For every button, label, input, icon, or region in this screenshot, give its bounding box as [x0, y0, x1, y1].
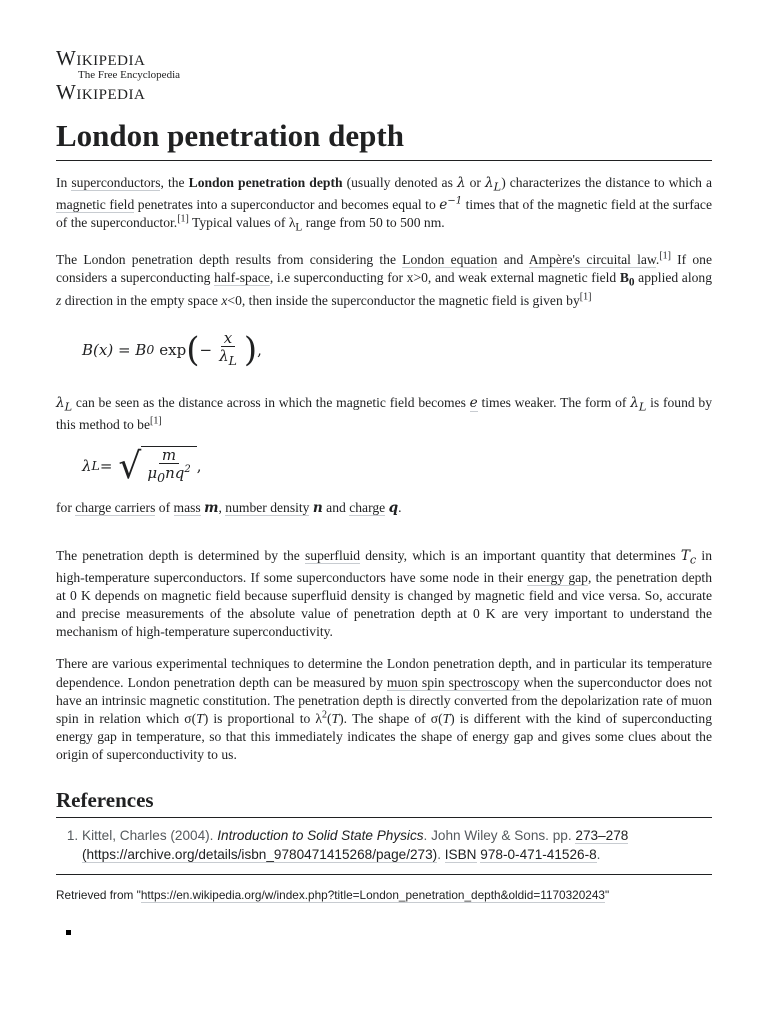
link-number-density[interactable]: number density	[225, 499, 310, 515]
link-superfluid[interactable]: superfluid	[304, 547, 361, 563]
math-e-inverse: $e^{-1}$	[439, 195, 463, 213]
symbol-b0: $B_0$	[619, 270, 635, 289]
citation-4[interactable]: [1]	[150, 415, 162, 427]
list-bullet	[66, 930, 71, 935]
reference-item: 1. Kittel, Charles (2004). Introduction to Solid State Physics. John Wiley & Sons. pp. 273–278 (https://archive.org/details/isbn_9780471415268/page/273). ISBN 978-0-471-41526-8.	[82, 826, 730, 864]
paragraph-measurement: There are various experimental techniques to determine the London penetration depth, and in particular its temperature dependence. London penetration depth can be measured by muon spin spectroscopy when the superconductor does not have an intrinsic magnetic constitution. The penetration depth is directly converted from the depolarization rate of muon spin in relation which σ(T) is proportional to $\lambda^2(T)$. The shape of σ(T) is different with the kind of superconducting energy gap in temperature, so that this immediately indicates the shape of energy gap and gives some clues about the origin of superconductivity to us.	[56, 656, 712, 763]
link-charge[interactable]: charge	[349, 499, 386, 515]
link-charge-carriers[interactable]: charge carriers	[75, 499, 156, 515]
math-lambda: λ	[456, 175, 466, 191]
link-permanent-url[interactable]: https://en.wikipedia.org/w/index.php?title=London_penetration_depth&oldid=1170320243	[140, 888, 605, 902]
paragraph-derivation: The London penetration depth results from considering the London equation and Ampère's circuital law.[1] If one considers a superconducting half-space, i.e superconducting for x>0, and weak external magnetic field $B_0$ applied along z direction in the empty space x<0, then inside the superconductor the magnetic field is given by[1]	[56, 250, 712, 309]
link-archive[interactable]: (https://archive.org/details/isbn_9780471415268/page/273)	[82, 847, 438, 862]
term-bold: London penetration depth	[188, 175, 343, 190]
paragraph-intro: In superconductors, the London penetration depth (usually denoted as λ or $\lambda_L$) characterizes the distance to which a magnetic field penetrates into a superconductor and becomes equal to $e^{-1}$ times that of the magnetic field at the surface of the superconductor.[1] Typical values of $\lambda_L$ range from 50 to 500 nm.	[56, 175, 712, 234]
link-pages[interactable]: 273–278	[575, 828, 629, 843]
tagline: The Free Encyclopedia	[78, 69, 181, 81]
link-amperes-law[interactable]: Ampère's circuital law	[528, 252, 656, 268]
link-e[interactable]: e	[469, 395, 478, 412]
article-body	[56, 174, 712, 779]
link-energy-gap[interactable]: energy gap	[527, 569, 588, 585]
retrieved-from: Retrieved from "https://en.wikipedia.org/w/index.php?title=London_penetration_depth&oldid=1170320243"	[56, 888, 610, 902]
wordmark-top: Wikipedia	[56, 46, 146, 70]
citation-2[interactable]: [1]	[659, 250, 671, 262]
equation-field-decay: B(x) = B 0 exp ( − $\frac{x}{\lambda_L}$ ) ,	[82, 329, 262, 371]
link-isbn[interactable]: ISBN	[444, 847, 477, 862]
paragraph-superfluid: The penetration depth is determined by the superfluid density, which is an important quantity that determines $T_c$ in high-temperature superconductors. If some superconductors have some node in their energy gap, the penetration depth at 0 K depends on magnetic field because superfluid density is changed by magnetic field and vice versa. So, accurate and precise measurements of the absolute value of penetration depth at 0 K are very important to understand the mechanism of high-temperature superconductivity.	[56, 547, 712, 640]
link-magnetic-field[interactable]: magnetic field	[56, 196, 135, 212]
citation-3[interactable]: [1]	[579, 291, 592, 303]
fraction: $\frac{m}{\mu_0nq^2}$	[147, 446, 191, 485]
citation-1[interactable]: [1]	[177, 213, 189, 225]
link-half-space[interactable]: half-space	[214, 270, 270, 286]
link-london-equation[interactable]: London equation	[402, 252, 498, 268]
link-muon-spin-spectroscopy[interactable]: muon spin spectroscopy	[386, 674, 520, 690]
book-title: Introduction to Solid State Physics	[217, 828, 424, 843]
link-superconductors[interactable]: superconductors	[71, 175, 161, 190]
paragraph-lambda: $\lambda_L$ can be seen as the distance across in which the magnetic field becomes e times weaker. The form of $\lambda_L$ is found by this method to be[1]	[56, 395, 713, 433]
reference-list	[64, 826, 730, 864]
fraction: $\frac{x}{\lambda_L}$	[219, 329, 237, 369]
paragraph-variables: for charge carriers of mass m, number density n and charge q.	[56, 499, 402, 516]
wordmark-bottom: Wikipedia	[56, 80, 146, 104]
square-root: √ $\frac{m}{\mu_0nq^2}$	[118, 446, 196, 487]
math-lambda-l: $\lambda_L$	[485, 175, 502, 194]
page-title: London penetration depth	[56, 118, 712, 161]
link-isbn-number[interactable]: 978-0-471-41526-8	[480, 847, 597, 862]
wikipedia-logo[interactable]	[56, 48, 180, 103]
link-mass[interactable]: mass	[173, 499, 201, 515]
section-heading-references: References	[56, 788, 712, 818]
footer-divider	[56, 874, 712, 875]
equation-lambda-l: λ L = √ $\frac{m}{\mu_0nq^2}$ ,	[82, 445, 202, 487]
